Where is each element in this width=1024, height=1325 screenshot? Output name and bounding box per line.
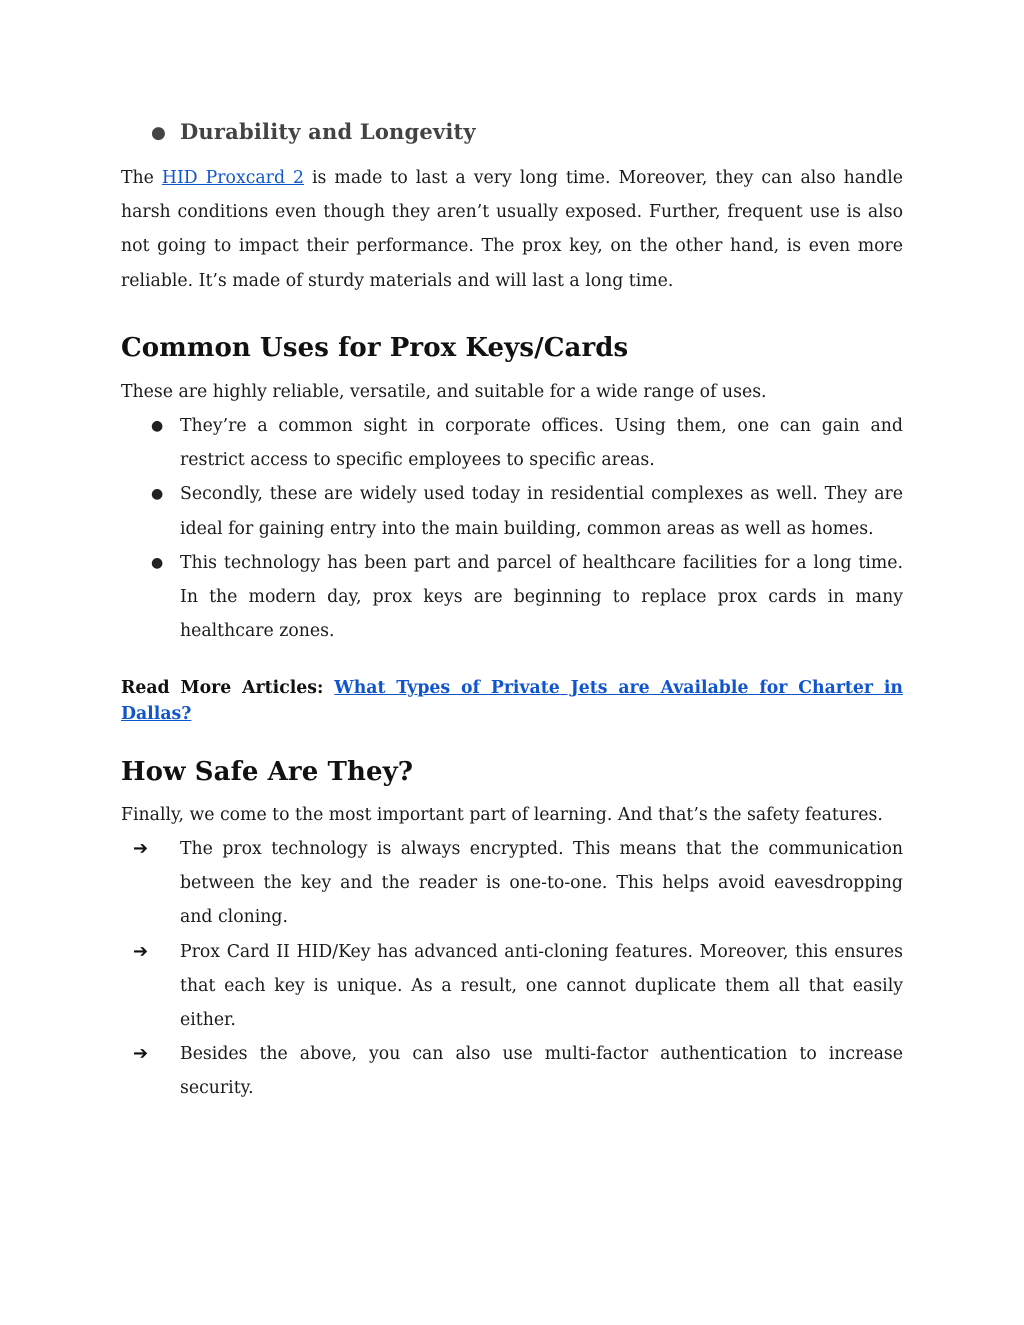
arrow-right-icon: ➔ (133, 838, 149, 859)
list-item-text: Besides the above, you can also use multi-factor authentication to increase security. (180, 1044, 903, 1099)
list-item-text: Prox Card II HID/Key has advanced anti-cloning features. Moreover, this ensures that each key is unique. As a result, one cannot duplicate them all that easily either. (180, 941, 903, 1031)
how-safe-intro: Finally, we come to the most important part of learning. And that’s the safety features. (121, 805, 883, 825)
bullet-dot-icon: ● (151, 123, 166, 143)
bullet-heading-durability (121, 119, 903, 151)
arrow-right-icon: ➔ (133, 1043, 149, 1065)
heading-common-uses: Common Uses for Prox Keys/Cards (121, 333, 629, 363)
heading-how-safe: How Safe Are They? (121, 757, 414, 787)
safety-list (121, 832, 903, 1106)
para-body: is made to last a very long time. Moreover, they can also handle harsh conditions even though they aren’t usually exposed. Further, frequent use is also not going to impact their performance. The prox key, on the other hand, is even more reliable. It’s made of sturdy materials and will last a long time. (121, 168, 903, 291)
list-item-text: They’re a common sight in corporate offices. Using them, one can gain and restrict access to specific employees to specific areas. (180, 416, 903, 471)
list-item-text: Secondly, these are widely used today in residential complexes as well. They are ideal for gaining entry into the main building, common areas as well as homes. (180, 484, 903, 539)
list-item (121, 477, 903, 545)
list-item (121, 546, 903, 649)
read-more-block (121, 675, 903, 727)
hid-proxcard-link[interactable]: HID Proxcard 2 (161, 168, 305, 188)
bullet-dot-icon: ● (151, 486, 164, 503)
list-item (121, 409, 903, 477)
list-item (121, 935, 903, 1038)
bullet-dot-icon: ● (151, 418, 164, 434)
bullet-heading-text: Durability and Longevity (180, 119, 476, 144)
list-item-text: This technology has been part and parcel of healthcare facilities for a long time. In the modern day, prox keys are beginning to replace prox cards in many healthcare zones. (180, 552, 903, 642)
durability-paragraph (121, 161, 903, 298)
bullet-dot-icon: ● (151, 554, 164, 571)
read-more-link[interactable]: What Types of Private Jets are Available for Charter in Dallas? (121, 678, 903, 724)
read-more-label: Read More Articles: (121, 678, 335, 698)
list-item (121, 1037, 903, 1105)
list-item-text: The prox technology is always encrypted. This means that the communication between the key and the reader is one-to-one. This helps avoid eavesdropping and cloning. (180, 839, 903, 928)
arrow-right-icon: ➔ (133, 940, 149, 962)
para-prefix: The (121, 168, 162, 188)
list-item (121, 832, 903, 935)
common-uses-intro: These are highly reliable, versatile, and suitable for a wide range of uses. (121, 382, 767, 402)
common-uses-list (121, 409, 903, 648)
